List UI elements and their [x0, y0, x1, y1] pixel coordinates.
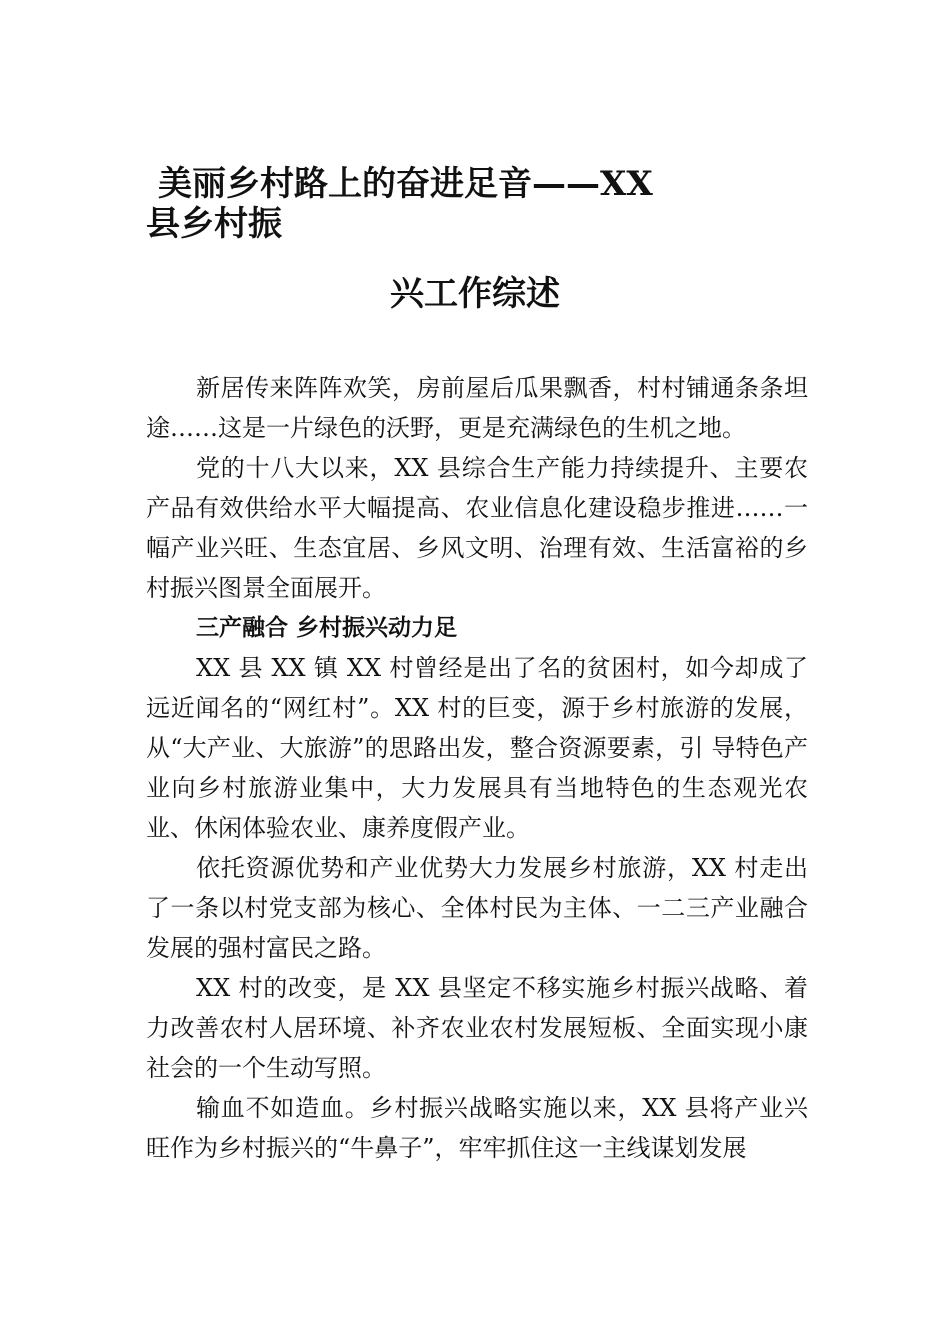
- paragraph-intro: 新居传来阵阵欢笑，房前屋后瓜果飘香，村村铺通条条坦途……这是一片绿色的沃野，更是充满绿色的生机之地。: [146, 374, 808, 442]
- paragraph-section-1: XX 县 XX 镇 XX 村曾经是出了名的贫困村，如今却成了远近闻名的“网红村”。XX 村的巨变，源于乡村旅游的发展，从“大产业、大旅游”的思路出发，整合资源要素，引 导特色产业向乡村旅游业集中，大力发展具有当地特色的生态观光农业、休闲体验农业、康养度假产业。: [146, 654, 808, 842]
- document-title-line-3: 兴工作综述: [390, 274, 560, 314]
- document-title-line-2: 县乡村振: [146, 204, 282, 244]
- paragraph-overview: 党的十八大以来，XX 县综合生产能力持续提升、主要农产品有效供给水平大幅提高、农业信息化建设稳步推进……一幅产业兴旺、生态宜居、乡风文明、治理有效、生活富裕的乡村振兴图景全面展开。: [146, 454, 808, 602]
- paragraph-section-4: 输血不如造血。乡村振兴战略实施以来，XX 县将产业兴旺作为乡村振兴的“牛鼻子”，牢牢抓住这一主线谋划发展: [146, 1094, 808, 1162]
- paragraph-section-2: 依托资源优势和产业优势大力发展乡村旅游，XX 村走出了一条以村党支部为核心、全体村民为主体、一二三产业融合发展的强村富民之路。: [146, 854, 808, 962]
- paragraph-section-3: XX 村的改变，是 XX 县坚定不移实施乡村振兴战略、着力改善农村人居环境、补齐农业农村发展短板、全面实现小康社会的一个生动写照。: [146, 974, 808, 1082]
- document-body: [146, 368, 808, 1168]
- section-heading: 三产融合 乡村振兴动力足: [196, 615, 458, 641]
- document-title-line-1: 美丽乡村路上的奋进足音——XX: [158, 164, 653, 204]
